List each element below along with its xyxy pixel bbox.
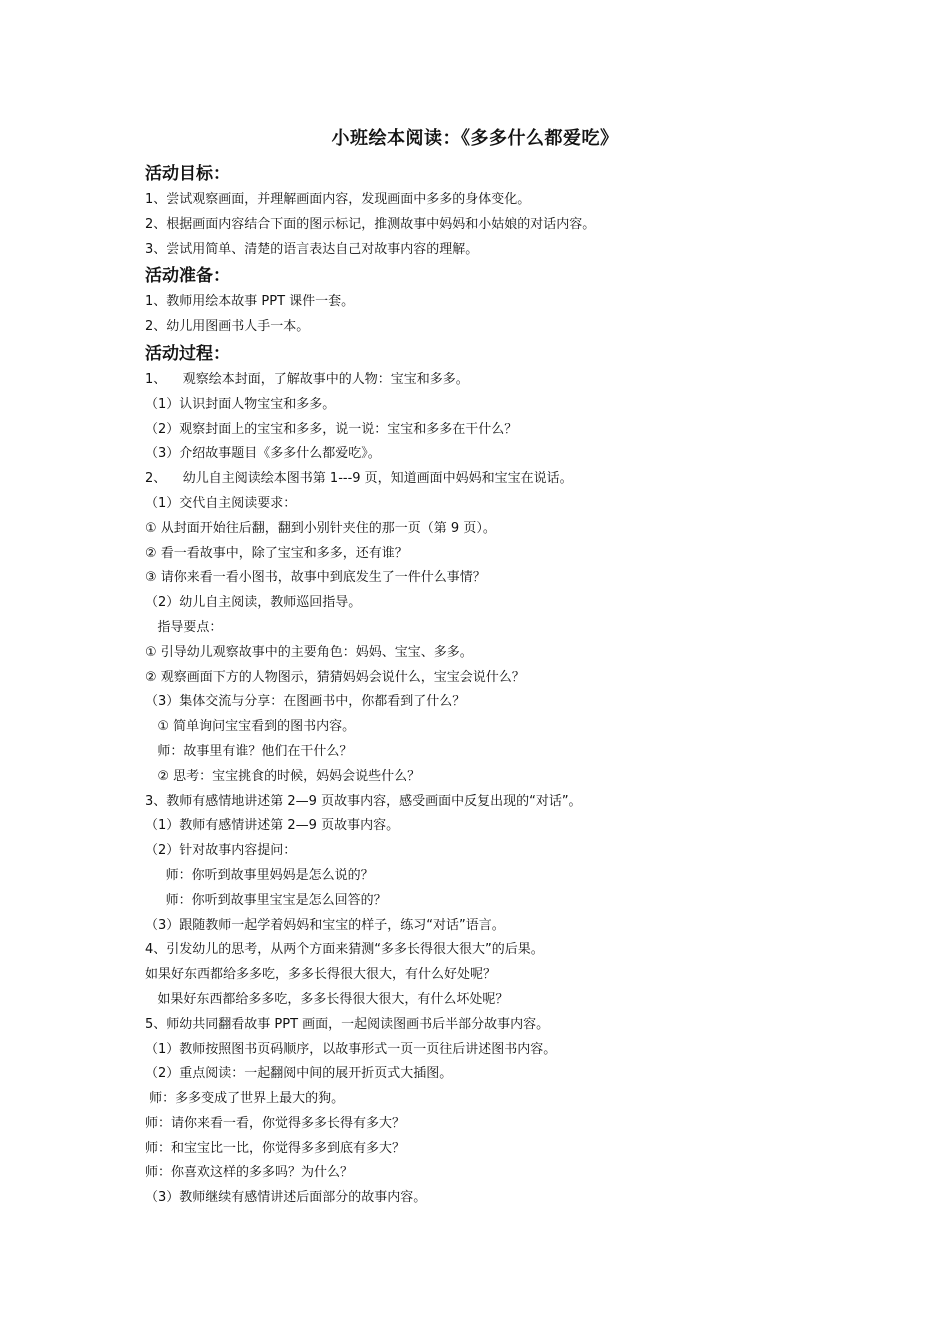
body-line: 3、教师有感情地讲述第 2—9 页故事内容，感受画面中反复出现的“对话”。 xyxy=(145,793,582,809)
body-line: 2、 幼儿自主阅读绘本图书第 1---9 页，知道画面中妈妈和宝宝在说话。 xyxy=(145,471,573,487)
body-line: 1、 观察绘本封面，了解故事中的人物：宝宝和多多。 xyxy=(145,371,469,387)
body-line: 3、尝试用简单、清楚的语言表达自己对故事内容的理解。 xyxy=(145,241,479,257)
body-line: ② 看一看故事中，除了宝宝和多多，还有谁？ xyxy=(145,545,408,561)
document-body xyxy=(145,160,845,1211)
body-line: 5、师幼共同翻看故事 PPT 画面，一起阅读图画书后半部分故事内容。 xyxy=(145,1016,550,1032)
body-line: 师：多多变成了世界上最大的狗。 xyxy=(145,1091,345,1107)
body-line: ① 从封面开始往后翻，翻到小别针夹住的那一页（第 9 页）。 xyxy=(145,520,496,536)
body-line: （3）介绍故事题目《多多什么都爱吃》。 xyxy=(145,446,381,462)
body-line: （2）重点阅读：一起翻阅中间的展开折页式大插图。 xyxy=(145,1066,453,1082)
body-line: 师：你喜欢这样的多多吗？为什么？ xyxy=(145,1165,354,1181)
body-line: ③ 请你来看一看小图书，故事中到底发生了一件什么事情？ xyxy=(145,570,486,586)
body-line: ② 观察画面下方的人物图示，猜猜妈妈会说什么，宝宝会说什么？ xyxy=(145,669,525,685)
body-line: （1）交代自主阅读要求： xyxy=(145,495,297,511)
section-heading: 活动过程： xyxy=(145,343,230,364)
body-line: 师：你听到故事里妈妈是怎么说的？ xyxy=(145,867,374,883)
body-line: （2）幼儿自主阅读，教师巡回指导。 xyxy=(145,595,362,611)
body-line: 师：请你来看一看，你觉得多多长得有多大？ xyxy=(145,1115,406,1131)
body-line: ① 引导幼儿观察故事中的主要角色：妈妈、宝宝、多多。 xyxy=(145,644,473,660)
page-title: 小班绘本阅读：《多多什么都爱吃》 xyxy=(331,128,619,149)
body-line: 如果好东西都给多多吃，多多长得很大很大，有什么好处呢？ xyxy=(145,967,497,983)
body-line: （2）针对故事内容提问： xyxy=(145,843,297,859)
body-line: 2、幼儿用图画书人手一本。 xyxy=(145,319,310,335)
body-line: 师：和宝宝比一比，你觉得多多到底有多大？ xyxy=(145,1140,406,1156)
body-line: 指导要点： xyxy=(145,619,223,635)
body-line: ① 简单询问宝宝看到的图书内容。 xyxy=(145,719,356,735)
body-line: （3）跟随教师一起学着妈妈和宝宝的样子，练习“对话”语言。 xyxy=(145,917,505,933)
body-line: （3）集体交流与分享：在图画书中，你都看到了什么？ xyxy=(145,694,466,710)
body-line: （2）观察封面上的宝宝和多多，说一说：宝宝和多多在干什么？ xyxy=(145,421,518,437)
body-line: 师：你听到故事里宝宝是怎么回答的？ xyxy=(145,892,387,908)
body-line: 如果好东西都给多多吃，多多长得很大很大，有什么坏处呢？ xyxy=(145,991,509,1007)
body-line: 2、根据画面内容结合下面的图示标记，推测故事中妈妈和小姑娘的对话内容。 xyxy=(145,216,596,232)
body-line: 4、引发幼儿的思考，从两个方面来猜测“多多长得很大很大”的后果。 xyxy=(145,942,544,958)
body-line: （1）认识封面人物宝宝和多多。 xyxy=(145,396,336,412)
body-line: 1、教师用绘本故事 PPT 课件一套。 xyxy=(145,294,355,310)
section-heading: 活动目标： xyxy=(145,164,230,184)
body-line: （1）教师按照图书页码顺序，以故事形式一页一页往后讲述图书内容。 xyxy=(145,1041,557,1057)
body-line: 师：故事里有谁？他们在干什么？ xyxy=(145,743,353,759)
body-line: 1、尝试观察画面，并理解画面内容，发现画面中多多的身体变化。 xyxy=(145,192,531,207)
section-heading: 活动准备： xyxy=(145,266,230,287)
body-line: （3）教师继续有感情讲述后面部分的故事内容。 xyxy=(145,1190,427,1206)
body-line: （1）教师有感情讲述第 2—9 页故事内容。 xyxy=(145,818,400,834)
body-line: ② 思考：宝宝挑食的时候，妈妈会说些什么？ xyxy=(145,768,421,784)
